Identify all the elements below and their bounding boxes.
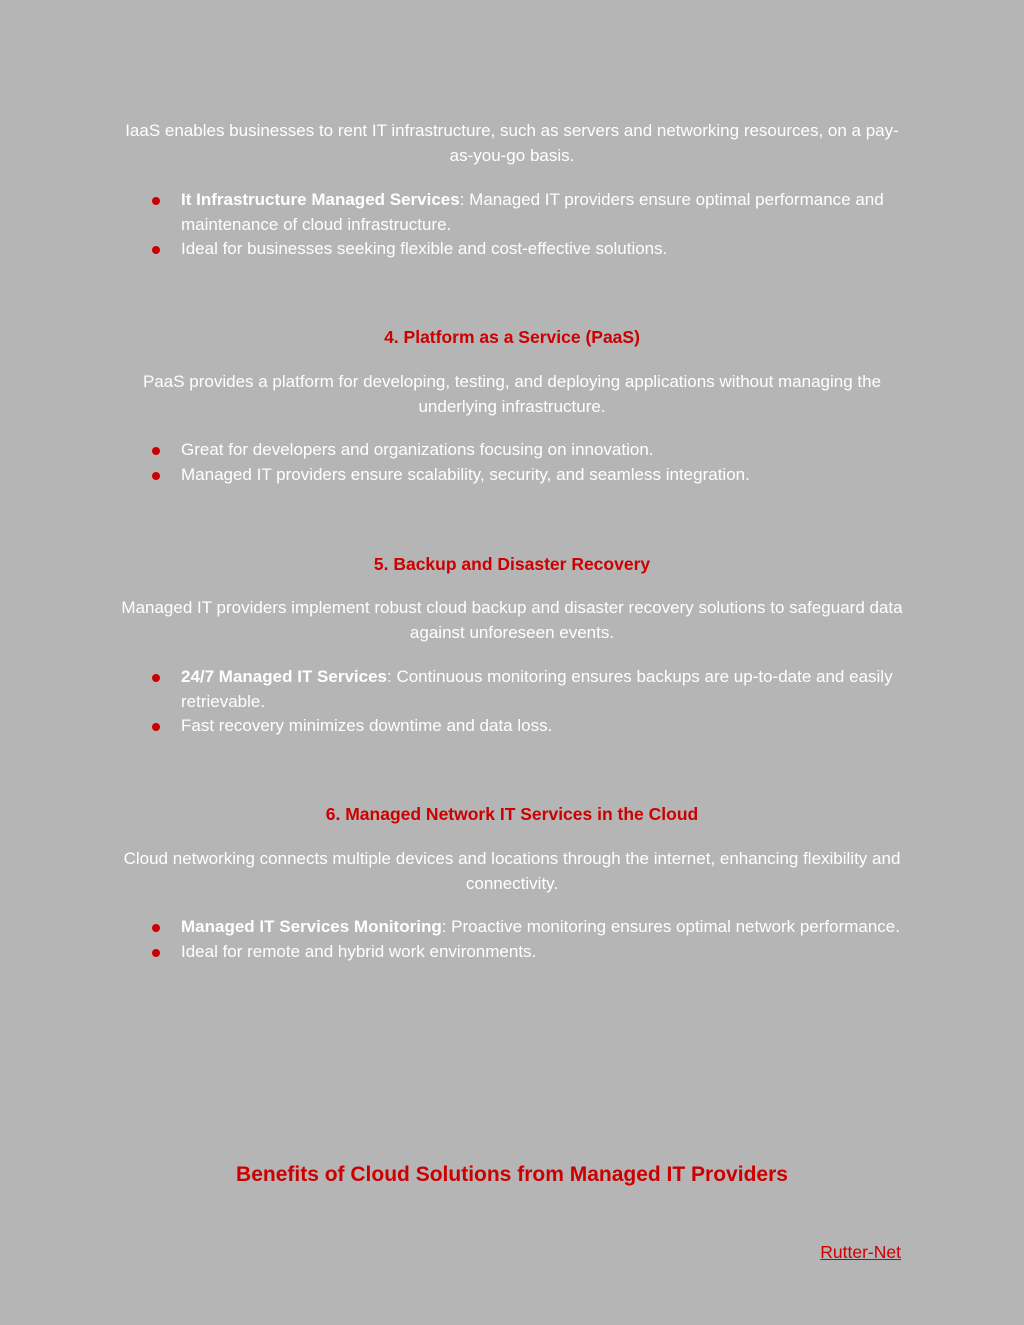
bullet-text: Managed IT providers ensure scalability, security, and seamless integration. [181,464,750,484]
bullet-bold: It Infrastructure Managed Services [181,190,460,209]
bullet-text: : Proactive monitoring ensures optimal network performance. [441,917,900,936]
section-heading-paas: 4. Platform as a Service (PaaS) [384,327,640,347]
bullet-bold: 24/7 Managed IT Services [181,667,387,686]
iaas-intro: IaaS enables businesses to rent IT infrastructure, such as servers and networking resources, on a pay-as-you-go basis. [125,121,899,165]
list-item [150,915,910,940]
list-item [150,463,910,488]
bullet-text: : Managed IT providers ensure optimal performance and maintenance of cloud infrastructure. [181,190,884,234]
section-heading-network: 6. Managed Network IT Services in the Cloud [325,804,699,824]
network-bullet-list [150,915,910,964]
benefits-heading: Benefits of Cloud Solutions from Managed IT Providers [236,1163,788,1186]
list-item [150,438,910,463]
bullet-dot-icon [152,924,160,932]
bullet-text: Ideal for businesses seeking flexible and cost-effective solutions. [181,239,668,258]
bullet-text: Fast recovery minimizes downtime and data loss. [181,716,553,735]
bullet-dot-icon [152,723,160,731]
bullet-text: Great for developers and organizations focusing on innovation. [181,440,654,459]
bullet-dot-icon [152,674,160,682]
list-item [150,940,910,965]
list-item [150,188,910,237]
paas-intro: PaaS provides a platform for developing, testing, and deploying applications without managing the underlying infrastructure. [142,372,882,416]
bullet-dot-icon [152,246,160,254]
backup-bullet-list [150,665,910,739]
bullet-dot-icon [152,949,160,957]
iaas-bullet-list [150,188,910,262]
network-intro: Cloud networking connects multiple devices and locations through the internet, enhancing flexibility and connectivity. [123,849,901,893]
backup-intro: Managed IT providers implement robust cloud backup and disaster recovery solutions to safeguard data against unforeseen events. [121,598,903,642]
list-item [150,665,910,714]
paas-bullet-list [150,438,910,487]
bullet-dot-icon [152,472,160,480]
rutter-net-link[interactable]: Rutter-Net [820,1242,901,1262]
bullet-text: : Continuous monitoring ensures backups are up-to-date and easily retrievable. [181,667,893,711]
bullet-bold: Managed IT Services Monitoring [181,917,442,936]
section-heading-backup: 5. Backup and Disaster Recovery [373,554,651,574]
bullet-dot-icon [152,447,160,455]
bullet-dot-icon [152,197,160,205]
list-item [150,714,910,739]
bullet-text: Ideal for remote and hybrid work environments. [181,941,537,961]
list-item [150,237,910,262]
